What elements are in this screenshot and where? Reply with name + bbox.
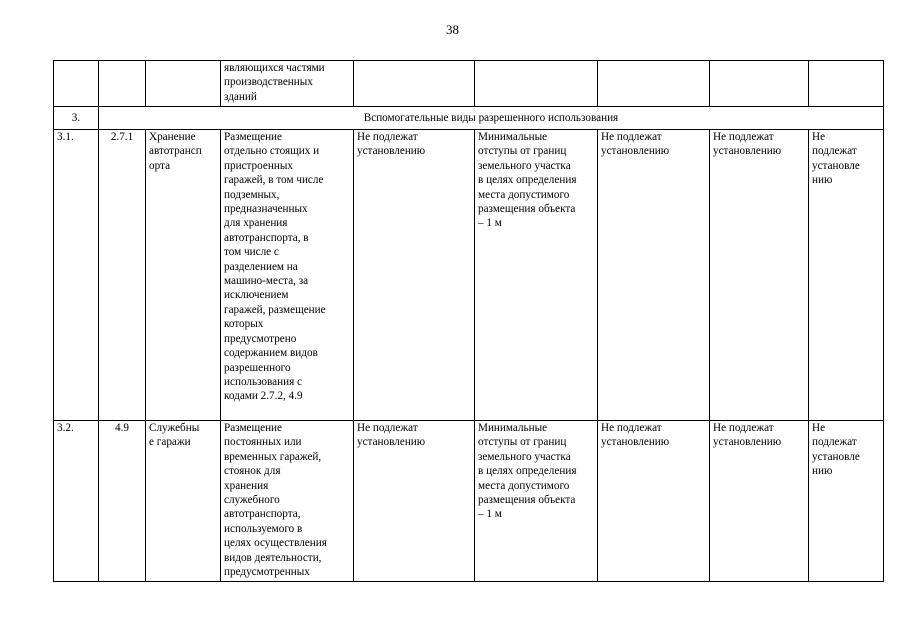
section-number: 3. <box>54 107 99 130</box>
section-title: Вспомогательные виды разрешенного использования <box>99 107 884 130</box>
cell-description: Размещение постоянных или временных гаражей, стоянок для хранения служебного автотранспорта, используемого в целях осуществления видов деятельности, предусмотренных <box>221 421 354 582</box>
cell-num: 3.1. <box>54 130 99 421</box>
cell-col8: Не подлежат установлению <box>710 130 809 421</box>
cell-description: Размещение отдельно стоящих и пристроенных гаражей, в том числе подземных, предназначенных для хранения автотранспорта, в том числе с разделением на машино-места, за исключением гаражей, размещение которых предусмотрено содержанием видов разрешенного использования с кодами 2.7.2, 4.9 <box>221 130 354 421</box>
cell-col9 <box>809 61 884 107</box>
cell-name: Служебны е гаражи <box>146 421 221 582</box>
cell-name: Хранение автотрансп орта <box>146 130 221 421</box>
cell-col7 <box>598 61 710 107</box>
cell-col8 <box>710 61 809 107</box>
continuation-row <box>54 61 884 107</box>
cell-col5: Не подлежат установлению <box>354 421 475 582</box>
regulations-table <box>53 60 884 582</box>
section-header-row <box>54 107 884 130</box>
cell-col5: Не подлежат установлению <box>354 130 475 421</box>
cell-col5 <box>354 61 475 107</box>
cell-code <box>99 61 146 107</box>
table-row <box>54 421 884 582</box>
page-number: 38 <box>446 22 459 37</box>
cell-col6: Минимальные отступы от границ земельного участка в целях определения места допустимого размещения объекта – 1 м <box>475 130 598 421</box>
cell-col7: Не подлежат установлению <box>598 130 710 421</box>
cell-col7: Не подлежат установлению <box>598 421 710 582</box>
table-row <box>54 130 884 421</box>
cell-num <box>54 61 99 107</box>
cell-name <box>146 61 221 107</box>
cell-col8: Не подлежат установлению <box>710 421 809 582</box>
cell-col6: Минимальные отступы от границ земельного участка в целях определения места допустимого размещения объекта – 1 м <box>475 421 598 582</box>
cell-code: 2.7.1 <box>99 130 146 421</box>
cell-col9: Не подлежат установле нию <box>809 130 884 421</box>
cell-code: 4.9 <box>99 421 146 582</box>
cell-col9: Не подлежат установле нию <box>809 421 884 582</box>
cell-description: являющихся частями производственных зданий <box>221 61 354 107</box>
cell-num: 3.2. <box>54 421 99 582</box>
cell-col6 <box>475 61 598 107</box>
